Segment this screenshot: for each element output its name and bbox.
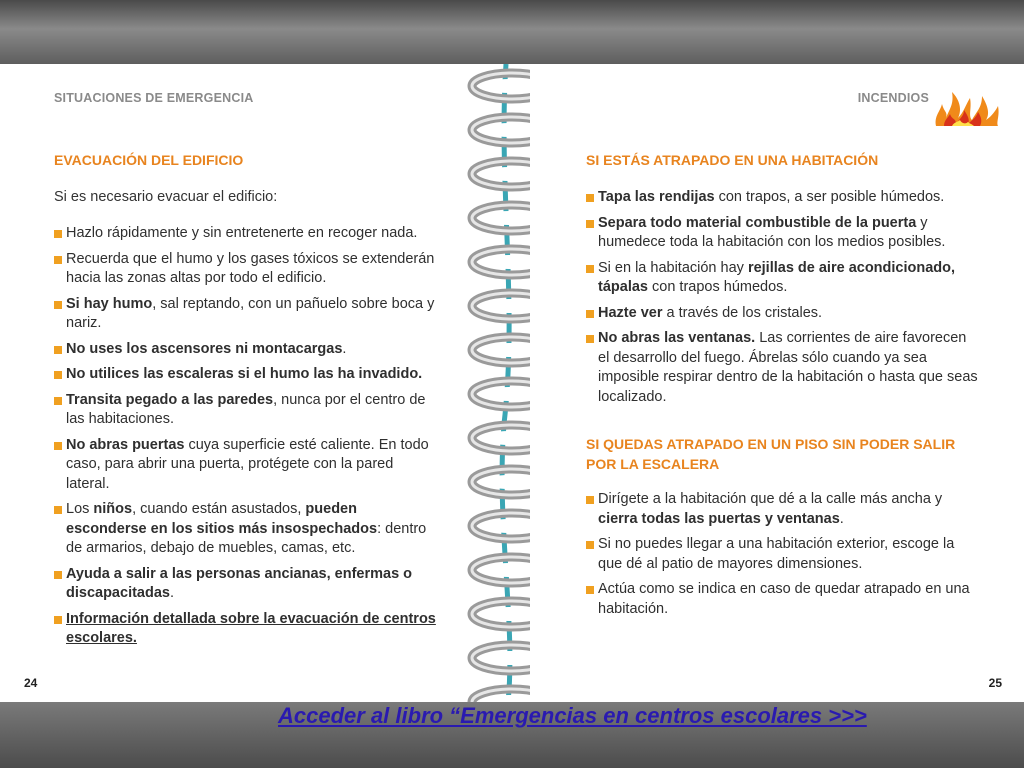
text-run: Recuerda que el humo y los gases tóxicos se extenderán hacia las zonas altas por todo el edificio. <box>66 250 435 286</box>
list-item <box>54 250 440 289</box>
list-item <box>54 224 440 244</box>
bold-phrase: cierra todas las puertas y ventanas <box>598 510 840 527</box>
bullet-square-icon <box>54 230 62 238</box>
bullet-square-icon <box>54 256 62 264</box>
bullet-square-icon <box>54 397 62 405</box>
list-item <box>586 329 980 407</box>
list-item-text <box>598 189 944 205</box>
text-run: cuya superficie esté caliente. En todo caso, para abrir una puerta, protégete con la pared lateral. <box>66 436 429 492</box>
list-item-text <box>598 491 942 527</box>
text-run: . <box>839 510 844 527</box>
bullet-square-icon <box>586 310 594 318</box>
list-item <box>586 535 980 574</box>
list-item-text <box>66 566 412 602</box>
list-item-text <box>66 225 417 241</box>
list-item-text <box>598 581 970 617</box>
bullet-square-icon <box>586 496 594 504</box>
list-item-text <box>66 296 434 332</box>
list-item <box>54 565 440 604</box>
bullet-square-icon <box>54 346 62 354</box>
list-item <box>586 259 980 298</box>
list-item <box>586 188 980 208</box>
text-run: con trapos, a ser posible húmedos. <box>714 189 945 205</box>
bold-phrase: niños <box>93 501 133 517</box>
section-title-trapped-room: SI ESTÁS ATRAPADO EN UNA HABITACIÓN <box>586 152 879 168</box>
list-item-text <box>66 501 426 556</box>
evacuation-info-link[interactable]: Información detallada sobre la evacuación de centros escolares. <box>66 610 436 646</box>
list-item-text <box>66 341 346 357</box>
bullet-square-icon <box>586 541 594 549</box>
bullet-square-icon <box>54 506 62 514</box>
text-run: Las corrientes de aire favorecen el desarrollo del fuego. Ábrelas sólo cuando ya sea imposible respirar dentro de la habitación o hasta que seas localizado. <box>598 330 978 405</box>
bullet-square-icon <box>586 220 594 228</box>
bold-phrase: No abras las ventanas. <box>598 330 756 346</box>
bold-phrase: Ayuda a salir a las personas ancianas, enfermas o discapacitadas <box>66 565 413 601</box>
right-list-trapped-room <box>586 188 980 413</box>
list-item <box>54 365 440 385</box>
right-list-trapped-floor <box>586 490 980 625</box>
list-item <box>586 580 980 619</box>
list-item-text <box>66 392 425 428</box>
page-right <box>530 64 1024 702</box>
page-number-left: 24 <box>24 676 38 690</box>
bold-phrase: No uses los ascensores ni montacargas <box>66 340 343 357</box>
bold-phrase: Hazte ver <box>598 304 663 321</box>
list-item <box>54 500 440 559</box>
left-list <box>54 224 440 655</box>
bullet-square-icon <box>54 301 62 309</box>
bullet-square-icon <box>586 194 594 202</box>
bold-phrase: rejillas de aire acondicionado, tápalas <box>598 259 956 295</box>
top-band <box>0 0 1024 64</box>
text-run: , sal reptando, con un pañuelo sobre boca y nariz. <box>66 295 435 331</box>
section-title-evacuation: EVACUACIÓN DEL EDIFICIO <box>54 152 244 168</box>
text-run: Los <box>66 501 94 517</box>
text-run: , cuando están asustados, <box>132 501 306 517</box>
section-title-trapped-floor: SI QUEDAS ATRAPADO EN UN PISO SIN PODER SALIR POR LA ESCALERA <box>586 436 956 472</box>
header-right: INCENDIOS <box>857 91 929 105</box>
list-item <box>586 214 980 253</box>
header-left: SITUACIONES DE EMERGENCIA <box>54 91 254 105</box>
text-run: Dirígete a la habitación que dé a la calle más ancha y <box>598 491 943 507</box>
text-run: a través de los cristales. <box>662 304 823 321</box>
intro-text: Si es necesario evacuar el edificio: <box>54 189 278 205</box>
list-item-text <box>598 330 978 405</box>
bold-phrase: Separa todo material combustible de la puerta <box>598 214 917 231</box>
text-run: Hazlo rápidamente y sin entretenerte en recoger nada. <box>66 225 418 241</box>
evacuation-info-link-item[interactable] <box>54 610 440 649</box>
text-run: : dentro de armarios, debajo de muebles, camas, etc. <box>66 520 427 556</box>
text-run: y humedece toda la habitación con los medios posibles. <box>598 214 946 250</box>
book-access-link[interactable]: Acceder al libro “Emergencias en centros escolares >>> <box>278 703 867 728</box>
list-item-text <box>66 251 434 287</box>
text-run: . <box>342 340 347 357</box>
bold-phrase: pueden esconderse en los sitios más insospechados <box>66 501 378 537</box>
bold-phrase: No abras puertas <box>66 436 185 453</box>
bold-phrase: No utilices las escaleras si el humo las ha invadido. <box>66 366 423 382</box>
bullet-square-icon <box>54 616 62 624</box>
list-item-text <box>66 437 429 492</box>
list-item <box>54 436 440 495</box>
text-run: , nunca por el centro de las habitaciones. <box>66 391 426 427</box>
bullet-square-icon <box>54 442 62 450</box>
list-item-text <box>598 305 822 321</box>
list-item-text <box>598 536 954 572</box>
bold-phrase: Si hay humo <box>66 295 153 312</box>
flame-icon <box>932 78 1002 128</box>
text-run: Actúa como se indica en caso de quedar atrapado en una habitación. <box>598 581 970 617</box>
bullet-square-icon <box>586 265 594 273</box>
list-item <box>586 490 980 529</box>
bullet-square-icon <box>586 335 594 343</box>
bold-phrase: Tapa las rendijas <box>598 189 715 205</box>
list-item-text <box>598 215 945 251</box>
bold-phrase: Transita pegado a las paredes <box>66 391 274 408</box>
list-item-text <box>66 366 422 382</box>
list-item <box>54 391 440 430</box>
bullet-square-icon <box>54 571 62 579</box>
list-item <box>586 304 980 324</box>
list-item <box>54 295 440 334</box>
bullet-square-icon <box>586 586 594 594</box>
page-left <box>0 64 490 702</box>
text-run: con trapos húmedos. <box>647 279 788 295</box>
list-item-text <box>598 260 955 296</box>
text-run: . <box>169 585 175 601</box>
page-number-right: 25 <box>988 676 1002 690</box>
text-run: Si no puedes llegar a una habitación exterior, escoge la que dé al patio de mayores dimensiones. <box>598 536 955 572</box>
text-run: Si en la habitación hay <box>598 259 748 276</box>
list-item <box>54 340 440 360</box>
bullet-square-icon <box>54 371 62 379</box>
